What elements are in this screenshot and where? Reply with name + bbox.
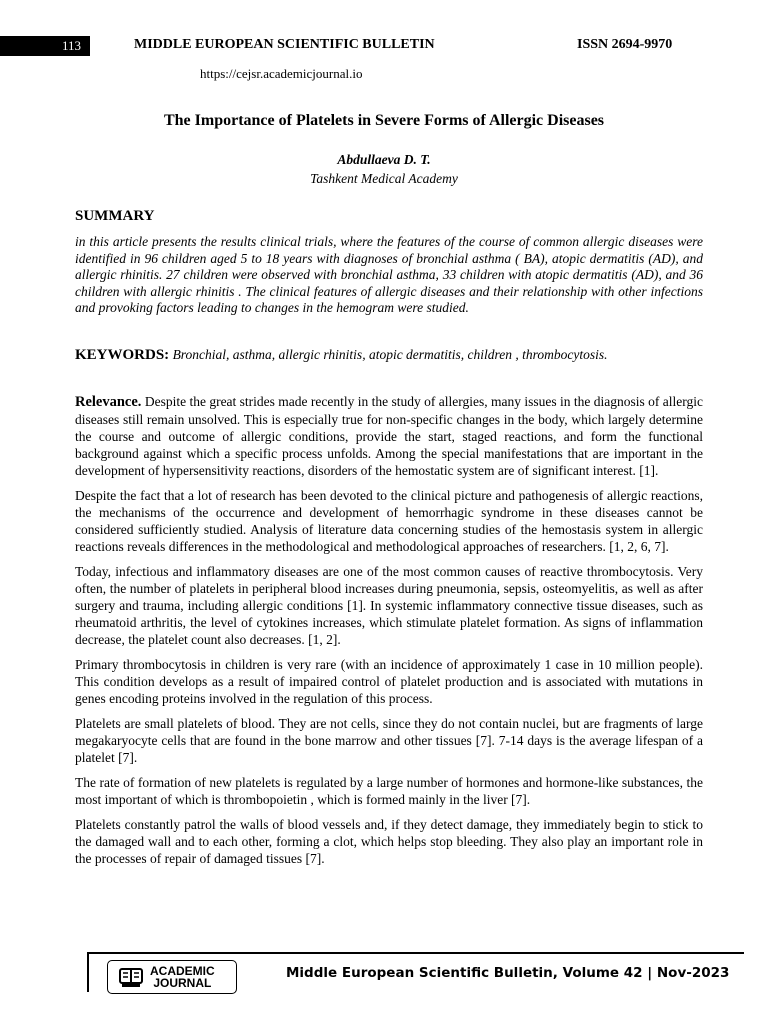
page-number: 113	[62, 38, 82, 53]
article-body	[75, 393, 703, 875]
journal-name: MIDDLE EUROPEAN SCIENTIFIC BULLETIN	[134, 37, 435, 52]
book-icon	[118, 966, 144, 988]
summary-text: in this article presents the results clinical trials, where the features of the course of common allergic diseases were identified in 96 children aged 5 to 18 years with diagnoses of bronchial asthma ( BA), atopic dermatitis (AD), and allergic rhinitis. 27 children were observed with bronchial asthma, 33 children with atopic dermatitis (AD), and 36 children with allergic rhinitis . The clinical features of allergic diseases and their relationship with other infections and provoking factors leading to changes in the hemogram were studied.	[75, 234, 703, 316]
footer-vertical-divider	[87, 952, 89, 992]
author-name: Abdullaeva D. T.	[337, 152, 431, 167]
paragraph: The rate of formation of new platelets is regulated by a large number of hormones and hormone-like substances, the most important of which is thrombopoietin , which is formed mainly in the liver [7].	[75, 775, 703, 807]
issn: ISSN 2694-9970	[577, 37, 673, 52]
footer-divider	[88, 952, 744, 954]
paragraph: Platelets constantly patrol the walls of blood vessels and, if they detect damage, they immediately begin to stick to the damaged wall and to each other, forming a clot, which helps stop bleeding. They also play an important role in the processes of repair of damaged tissues [7].	[75, 817, 703, 866]
paragraph	[75, 393, 703, 479]
keywords-text: Bronchial, asthma, allergic rhinitis, atopic dermatitis, children , thrombocytosis.	[172, 347, 608, 362]
logo-line-1: ACADEMIC	[150, 964, 215, 978]
keywords-label: KEYWORDS:	[75, 347, 170, 363]
paragraph: Primary thrombocytosis in children is very rare (with an incidence of approximately 1 case in 10 million people). This condition develops as a result of impaired control of platelet production and is associated with mutations in genes encoding proteins involved in the regulation of this process.	[75, 657, 703, 706]
paragraph: Today, infectious and inflammatory diseases are one of the most common causes of reactive thrombocytosis. Very often, the number of platelets in peripheral blood increases during pneumonia, sepsis, osteomyelitis, as well as after surgery and trauma, including allergic conditions [1]. In systemic inflammatory connective tissue diseases, such as rheumatoid arthritis, the level of cytokines increases, which stimulate platelet formation. As signs of inflammation decrease, the platelet count also decreases. [1, 2].	[75, 564, 703, 647]
paragraph: Despite the fact that a lot of research has been devoted to the clinical picture and pathogenesis of allergic reactions, the mechanisms of the occurrence and development of hemorrhagic syndrome in these diseases cannot be considered sufficiently studied. Analysis of literature data concerning studies of the hemostasis system in allergic reactions reveals differences in the methodological and methodological approaches of researchers. [1, 2, 6, 7].	[75, 488, 703, 554]
summary-heading: SUMMARY	[75, 208, 155, 224]
logo-text	[150, 965, 215, 989]
keywords	[75, 347, 703, 364]
footer-citation: Middle European Scientific Bulletin, Volume 42 | Nov-2023	[286, 965, 730, 981]
article-title: The Importance of Platelets in Severe Forms of Allergic Diseases	[163, 112, 605, 129]
paragraph-text: Despite the great strides made recently in the study of allergies, many issues in the diagnosis of allergic diseases still remain unsolved. This is especially true for non-specific changes in the body, which largely determine the course and outcome of allergic conditions, provide the start, staged reactions, and form the functional background against which a specific process unfolds. Among the special manifestations that are important in the development of hypersensitivity reactions, disorders of the hemostatic system are of significant interest. [1].	[75, 394, 704, 478]
relevance-label: Relevance.	[75, 394, 142, 410]
paragraph: Platelets are small platelets of blood. They are not cells, since they do not contain nuclei, but are fragments of large megakaryocyte cells that are found in the bone marrow and other tissues [7]. 7-14 days is the average lifespan of a platelet [7].	[75, 716, 703, 765]
logo-line-2: JOURNAL	[153, 976, 212, 990]
academic-journal-logo	[107, 960, 237, 994]
author-affiliation: Tashkent Medical Academy	[310, 171, 458, 186]
journal-url[interactable]: https://cejsr.academicjournal.io	[200, 66, 363, 81]
